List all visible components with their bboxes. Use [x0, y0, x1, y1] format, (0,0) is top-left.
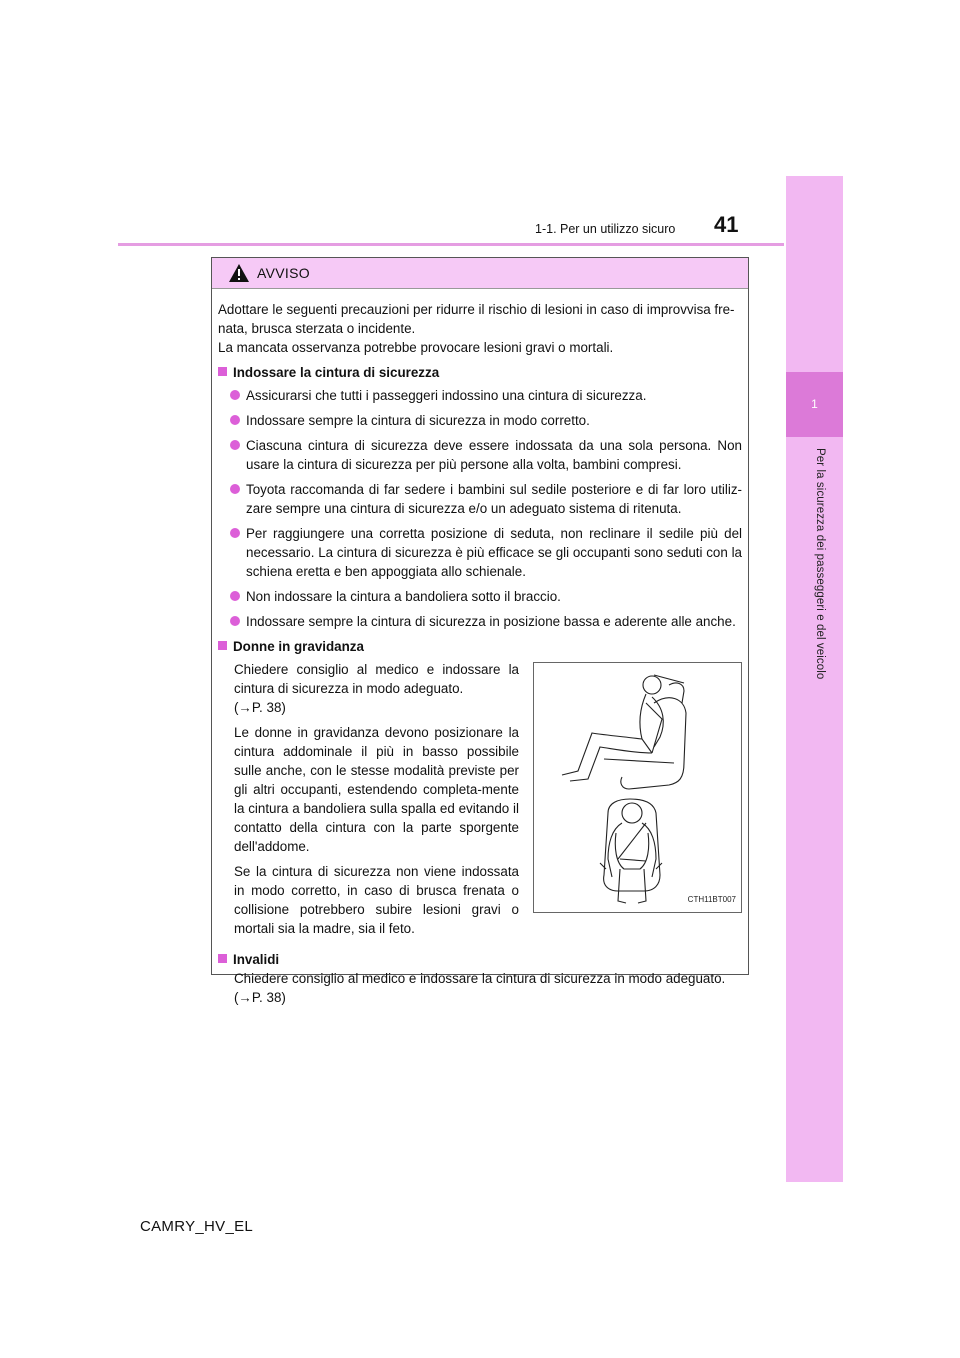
chapter-side-tab	[786, 176, 843, 1182]
pregnancy-para-2: Le donne in gravidanza devono posizionare la cintura addominale il più in basso possibile sulle anche, con le stesse modalità previste per gli altri occupanti, estendendo completa-mente la cintura a bandoliera sulla spalla ed evitando il contatto della cintura con la parte sporgente dell'addome.	[234, 725, 519, 854]
section-heading-pregnancy: Donne in gravidanza	[218, 637, 742, 656]
list-item: Indossare sempre la cintura di sicurezza in modo corretto.	[230, 411, 742, 430]
pregnancy-text	[234, 660, 519, 944]
bullet-dot-icon	[230, 440, 240, 450]
section-heading-disabled: Invalidi	[218, 950, 742, 969]
list-item: Indossare sempre la cintura di sicurezza in posizione bassa e aderente alle anche.	[230, 612, 742, 631]
list-item: Per raggiungere una corretta posizione di seduta, non reclinare il sedile più del necessario. La cintura di sicurezza è più efficace se gli occupanti sono seduti con la schiena eretta e ben appoggiata allo schienale.	[230, 524, 742, 581]
warning-header	[212, 258, 748, 289]
bullet-dot-icon	[230, 390, 240, 400]
pregnancy-section	[234, 660, 742, 944]
square-bullet-icon	[218, 367, 227, 376]
bullet-dot-icon	[230, 484, 240, 494]
warning-body	[218, 300, 742, 1007]
bullet-dot-icon	[230, 591, 240, 601]
list-item: Assicurarsi che tutti i passeggeri indossino una cintura di sicurezza.	[230, 386, 742, 405]
bullet-dot-icon	[230, 415, 240, 425]
list-item: Non indossare la cintura a bandoliera sotto il braccio.	[230, 587, 742, 606]
pregnancy-para-3: Se la cintura di sicurezza non viene indossata in modo corretto, in caso di brusca frenata o collisione potrebbero subire lesioni gravi o mortali sia la madre, sia il feto.	[234, 864, 519, 936]
figure-code: CTH11BT007	[687, 895, 736, 904]
pregnancy-para-1: Chiedere consiglio al medico e indossare la cintura di sicurezza in modo adeguato.	[234, 662, 519, 696]
chapter-number: 1	[786, 372, 843, 437]
model-code: CAMRY_HV_EL	[140, 1218, 254, 1235]
disabled-section-text: Chiedere consiglio al medico e indossare la cintura di sicurezza in modo adeguato. (→P. 38)	[234, 969, 742, 1007]
section-heading-seatbelt: Indossare la cintura di sicurezza	[218, 363, 742, 382]
warning-intro-1: Adottare le seguenti precauzioni per ridurre il rischio di lesioni in caso di improvvisa fre-nata, brusca sterzata o incidente.	[218, 302, 735, 336]
section-title: 1-1. Per un utilizzo sicuro	[535, 222, 676, 236]
warning-triangle-icon	[228, 263, 250, 283]
bullet-dot-icon	[230, 616, 240, 626]
seatbelt-illustration-image	[534, 663, 741, 912]
list-item: Toyota raccomanda di far sedere i bambini sul sedile posteriore e di far loro utiliz-zare sempre una cintura di sicurezza e/o un adeguato sistema di ritenuta.	[230, 480, 742, 518]
page-number: 41	[714, 212, 739, 237]
warning-intro-2: La mancata osservanza potrebbe provocare lesioni gravi o mortali.	[218, 340, 614, 355]
list-item: Ciascuna cintura di sicurezza deve essere indossata da una sola persona. Non usare la cintura di sicurezza per più persone alla volta, bambini compresi.	[230, 436, 742, 474]
header-rule	[118, 243, 784, 246]
chapter-title: Per la sicurezza dei passeggeri e del veicolo	[814, 448, 826, 680]
warning-box	[211, 257, 749, 1005]
square-bullet-icon	[218, 641, 227, 650]
disabled-ref: (→P. 38)	[234, 990, 286, 1005]
pregnancy-ref: (→P. 38)	[234, 700, 286, 715]
warning-title: AVVISO	[257, 265, 310, 281]
bullet-dot-icon	[230, 528, 240, 538]
square-bullet-icon	[218, 954, 227, 963]
pregnant-seatbelt-illustration	[533, 662, 742, 913]
